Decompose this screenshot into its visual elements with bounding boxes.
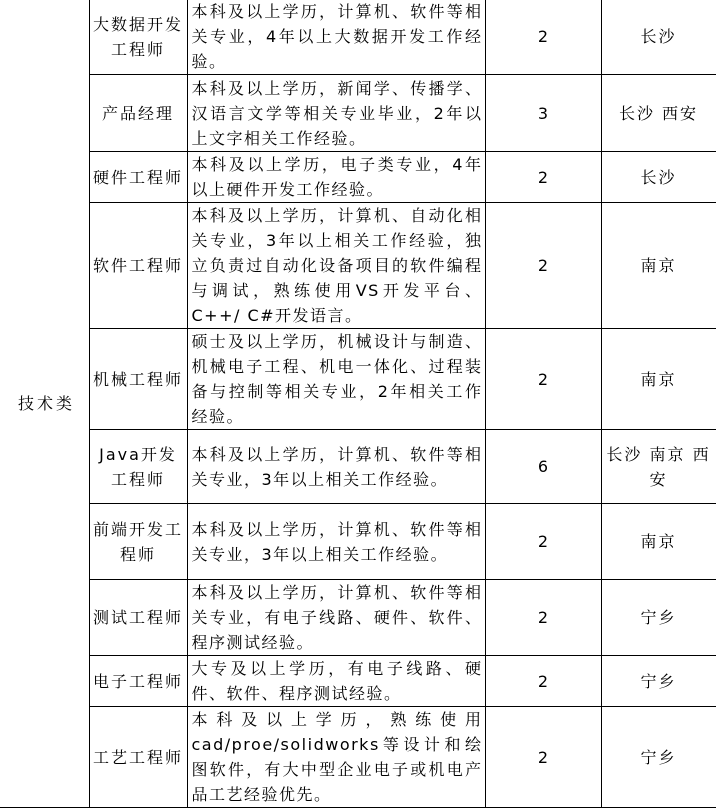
- job-location: 宁乡: [601, 656, 716, 707]
- job-count: 2: [485, 152, 601, 203]
- job-requirement: 大专及以上学历，有电子线路、硬件、软件、程序测试经验。: [187, 656, 485, 707]
- job-title: 前端开发工程师: [89, 504, 187, 580]
- job-count: 2: [485, 580, 601, 656]
- job-count: 2: [485, 0, 601, 75]
- table-row: [0, 203, 716, 329]
- category-cell: 技术类: [0, 0, 89, 808]
- table-row: [0, 504, 716, 580]
- table-row: [0, 707, 716, 808]
- job-requirement: 本科及以上学历，计算机、自动化相关专业，3年以上相关工作经验，独立负责过自动化设备项目的软件编程与调试，熟练使用VS开发平台、C++/ C#开发语言。: [187, 203, 485, 329]
- job-requirement: 本科及以上学历，计算机、软件等相关专业，4年以上大数据开发工作经验。: [187, 0, 485, 75]
- job-requirement: 本科及以上学历，新闻学、传播学、汉语言文学等相关专业毕业，2年以上文字相关工作经验。: [187, 75, 485, 152]
- job-location: 南京: [601, 504, 716, 580]
- job-title: Java开发工程师: [89, 430, 187, 504]
- job-title: 大数据开发工程师: [89, 0, 187, 75]
- job-requirement: 本科及以上学历，计算机、软件等相关专业，有电子线路、硬件、软件、程序测试经验。: [187, 580, 485, 656]
- job-requirement: 本科及以上学历，计算机、软件等相关专业，3年以上相关工作经验。: [187, 504, 485, 580]
- job-title: 电子工程师: [89, 656, 187, 707]
- table-row: [0, 656, 716, 707]
- table-row: [0, 329, 716, 430]
- job-requirement: 本科及以上学历，电子类专业，4年以上硬件开发工作经验。: [187, 152, 485, 203]
- job-title: 测试工程师: [89, 580, 187, 656]
- job-location: 长沙: [601, 0, 716, 75]
- job-requirement: 本科及以上学历，计算机、软件等相关专业，3年以上相关工作经验。: [187, 430, 485, 504]
- job-count: 2: [485, 656, 601, 707]
- job-count: 6: [485, 430, 601, 504]
- job-location: 南京: [601, 329, 716, 430]
- table-row: [0, 430, 716, 504]
- job-title: 产品经理: [89, 75, 187, 152]
- table-row: [0, 152, 716, 203]
- job-count: 2: [485, 203, 601, 329]
- job-location: 宁乡: [601, 580, 716, 656]
- table-row: [0, 0, 716, 75]
- job-count: 3: [485, 75, 601, 152]
- table-row: [0, 75, 716, 152]
- table-row: [0, 580, 716, 656]
- job-location: 宁乡: [601, 707, 716, 808]
- job-count: 2: [485, 329, 601, 430]
- job-requirement: 本科及以上学历，熟练使用cad/proe/solidworks等设计和绘图软件，有大中型企业电子或机电产品工艺经验优先。: [187, 707, 485, 808]
- job-title: 软件工程师: [89, 203, 187, 329]
- job-title: 机械工程师: [89, 329, 187, 430]
- job-requirement: 硕士及以上学历，机械设计与制造、机械电子工程、机电一体化、过程装备与控制等相关专业，2年相关工作经验。: [187, 329, 485, 430]
- job-count: 2: [485, 504, 601, 580]
- job-location: 长沙: [601, 152, 716, 203]
- job-title: 硬件工程师: [89, 152, 187, 203]
- job-location: 长沙 南京 西安: [601, 430, 716, 504]
- job-title: 工艺工程师: [89, 707, 187, 808]
- job-location: 南京: [601, 203, 716, 329]
- job-location: 长沙 西安: [601, 75, 716, 152]
- job-count: 2: [485, 707, 601, 808]
